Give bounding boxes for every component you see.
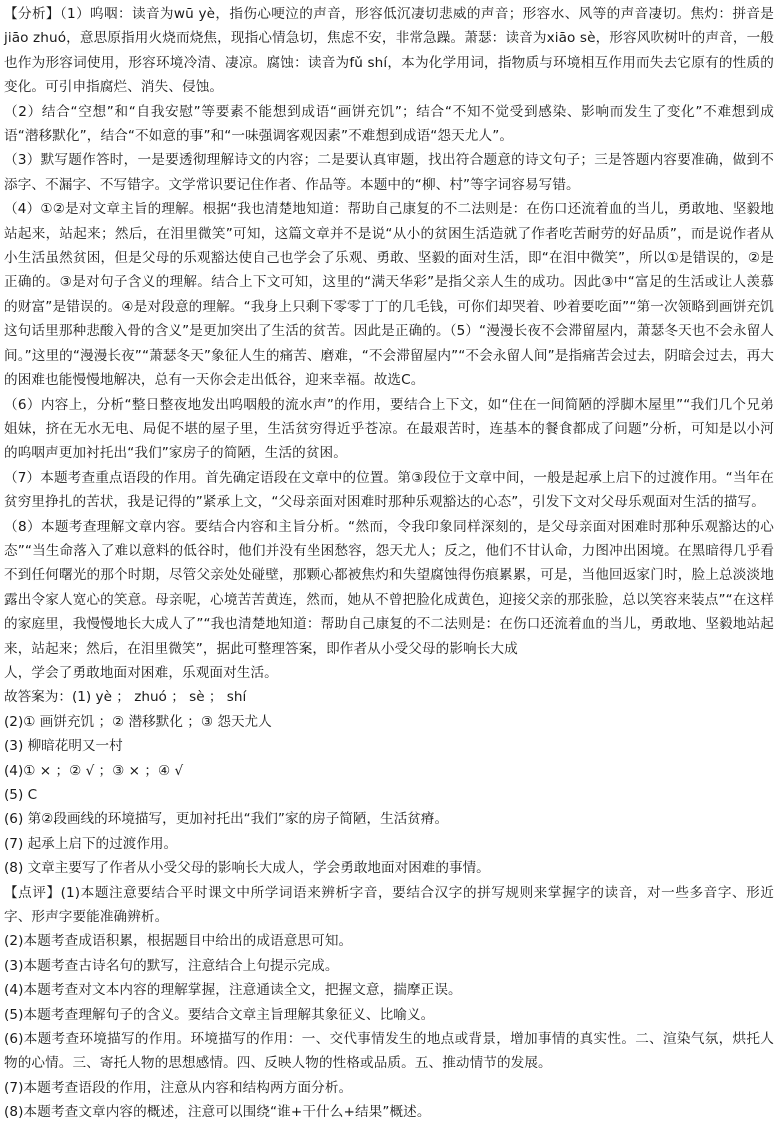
answer-8: (8) 文章主要写了作者从小受父母的影响长大成人，学会勇敢地面对困难的事情。 — [4, 860, 490, 877]
analysis-part-2: （2）结合“空想”和“自我安慰”等要素不能想到成语“画饼充饥”；结合“不知不觉受到感染、影响而发生了变化”不难想到成语“潜移默化”，结合“不如意的事”和“一味强调客观因素”不难想到成语“怨天尤人”。 — [4, 103, 774, 145]
analysis-part-8-end: 人，学会了勇敢地面对困难，乐观面对生活。 — [4, 664, 278, 681]
answer-3: (3) 柳暗花明又一村 — [4, 738, 123, 755]
analysis-part-4-5: （4）①②是对文章主旨的理解。根据“我也清楚地知道：帮助自己康复的不二法则是：在伤口还流着血的当儿，勇敢地、坚毅地站起来，站起来；然后，在泪里微笑”可知，这篇文章并不是说“从小的贫困生活造就了作者吃苦耐劳的好品质”，而是说作者从小生活虽然贫困，但是父母的乐观豁达使自己也学会了乐观、勇敢、坚毅的面对生活，即“在泪中微笑”，所以①是错误的，②是正确的。③是对句子含义的理解。结合上下文可知，这里的“满天华彩”是指父亲人生的成功。因此③中“富足的生活或让人羡慕的财富”是错误的。④是对段意的理解。“我身上只剩下零零丁丁的几毛钱，可你们却哭着、吵着要吃面”“第一次领略到画饼充饥这句话里那种悲酸入骨的含义”是更加突出了生活的贫苦。因此是正确的。（5）“漫漫长夜不会滞留屋内，萧瑟冬天也不会永留人间。”这里的“漫漫长夜”“萧瑟冬天”象征人生的痛苦、磨难，“不会滞留屋内”“不会永留人间”是指痛苦会过去，阴暗会过去，再大的困难也能慢慢地解决，总有一天你会走出低谷，迎来幸福。故选C。 — [4, 201, 774, 389]
answer-6: (6) 第②段画线的环境描写，更加衬托出“我们”家的房子简陋，生活贫瘠。 — [4, 811, 449, 828]
comment-4: (4)本题考查对文本内容的理解掌握，注意通读全文，把握文意，揣摩正误。 — [4, 982, 462, 999]
comment-5: (5)本题考查理解句子的含义。要结合文章主旨理解其象征义、比喻义。 — [4, 1006, 435, 1023]
comment-2: (2)本题考查成语积累，根据题目中给出的成语意思可知。 — [4, 933, 353, 950]
answer-7: (7) 起承上启下的过渡作用。 — [4, 835, 178, 852]
analysis-part-7: （7）本题考查重点语段的作用。首先确定语段在文章中的位置。第③段位于文章中间，一般是起承上启下的过渡作用。“当年在贫穷里挣扎的苦状，我是记得的”紧承上文，“父母亲面对困难时那种乐观豁达的心态”，引发下文对父母乐观面对生活的描写。 — [4, 469, 774, 511]
analysis-part-6: （6）内容上，分析“整日整夜地发出呜咽般的流水声”的作用，要结合上下文，如“住在一间简陋的浮脚木屋里”“我们几个兄弟姐妹，挤在无水无电、局促不堪的屋子里，生活贫穷得近乎苍凉。在最艰苦时，连基本的餐食都成了问题”分析，可知是以小河的呜咽声更加衬托出“我们”家房子的简陋，生活的贫困。 — [4, 396, 774, 462]
answer-2: (2)① 画饼充饥 ；② 潜移默化 ；③ 怨天尤人 — [4, 713, 272, 730]
comment-8: (8)本题考查文章内容的概述，注意可以围绕“谁+干什么+结果”概述。 — [4, 1104, 431, 1121]
answer-intro: 故答案为：(1) yè ； zhuó ； sè ； shí — [4, 689, 247, 706]
analysis-part-3: （3）默写题作答时，一是要透彻理解诗文的内容；二是要认真审题，找出符合题意的诗文句子；三是答题内容要准确，做到不添字、不漏字、不写错字。文学常识要记住作者、作品等。本题中的“柳、村”等字词容易写错。 — [4, 152, 774, 193]
analysis-part-8: （8）本题考查理解文章内容。要结合内容和主旨分析。“然而，令我印象同样深刻的，是父母亲面对困难时那种乐观豁达的心态”“当生命落入了难以意料的低谷时，他们并没有坐困愁容，怨天尤人；反之，他们不甘认命，力图冲出困境。在黑暗得几乎看不到任何曙光的那个时期，尽管父亲处处碰壁，那颗心都被焦灼和失望腐蚀得伤痕累累，可是，当他回返家门时，脸上总淡淡地露出令家人宽心的笑意。母亲呢，心境苦苦黄连，然而，她从不曾把脸化成黄色，迎接父亲的那张脸，总以笑容来装点”“在这样的家庭里，我慢慢地长大成人了”“我也清楚地知道：帮助自己康复的不二法则是：在伤口还流着血的当儿，勇敢地、坚毅地站起来，站起来；然后，在泪里微笑”，据此可整理答案，即作者从小受父母的影响长大成 — [4, 518, 774, 657]
comment-1: 【点评】(1)本题注意要结合平时课文中所学词语来辨析字音，要结合汉字的拼写规则来掌握字的读音，对一些多音字、形近字、形声字要能准确辨析。 — [4, 884, 774, 926]
comment-3: (3)本题考查古诗名句的默写，注意结合上句提示完成。 — [4, 957, 339, 974]
answer-5: (5) C — [4, 787, 38, 803]
comment-6: (6)本题考查环境描写的作用。环境描写的作用：一、交代事情发生的地点或背景，增加事情的真实性。二、渲染气氛，烘托人物的心情。三、寄托人物的思想感情。四、反映人物的性格或品质。五、推动情节的发展。 — [4, 1031, 774, 1072]
comment-7: (7)本题考查语段的作用，注意从内容和结构两方面分析。 — [4, 1079, 353, 1096]
answer-4: (4)① × ；② √ ；③ × ；④ √ — [4, 762, 184, 779]
analysis-part-1: 【分析】（1）呜咽：读音为wū yè，指伤心哽泣的声音，形容低沉凄切悲威的声音；形容水、风等的声音凄切。焦灼：拼音是jiāo zhuó，意思原指用火烧而烧焦，现指心情急切，焦虑不安，非常急躁。萧瑟：读音为xiāo sè，形容风吹树叶的声音，一般也作为形容词使用，形容环境冷清、凄凉。腐蚀：读音为fǔ shí，本为化学用词，指物质与环境相互作用而失去它原有的性质的变化。可引申指腐烂、消失、侵蚀。 — [4, 6, 774, 96]
